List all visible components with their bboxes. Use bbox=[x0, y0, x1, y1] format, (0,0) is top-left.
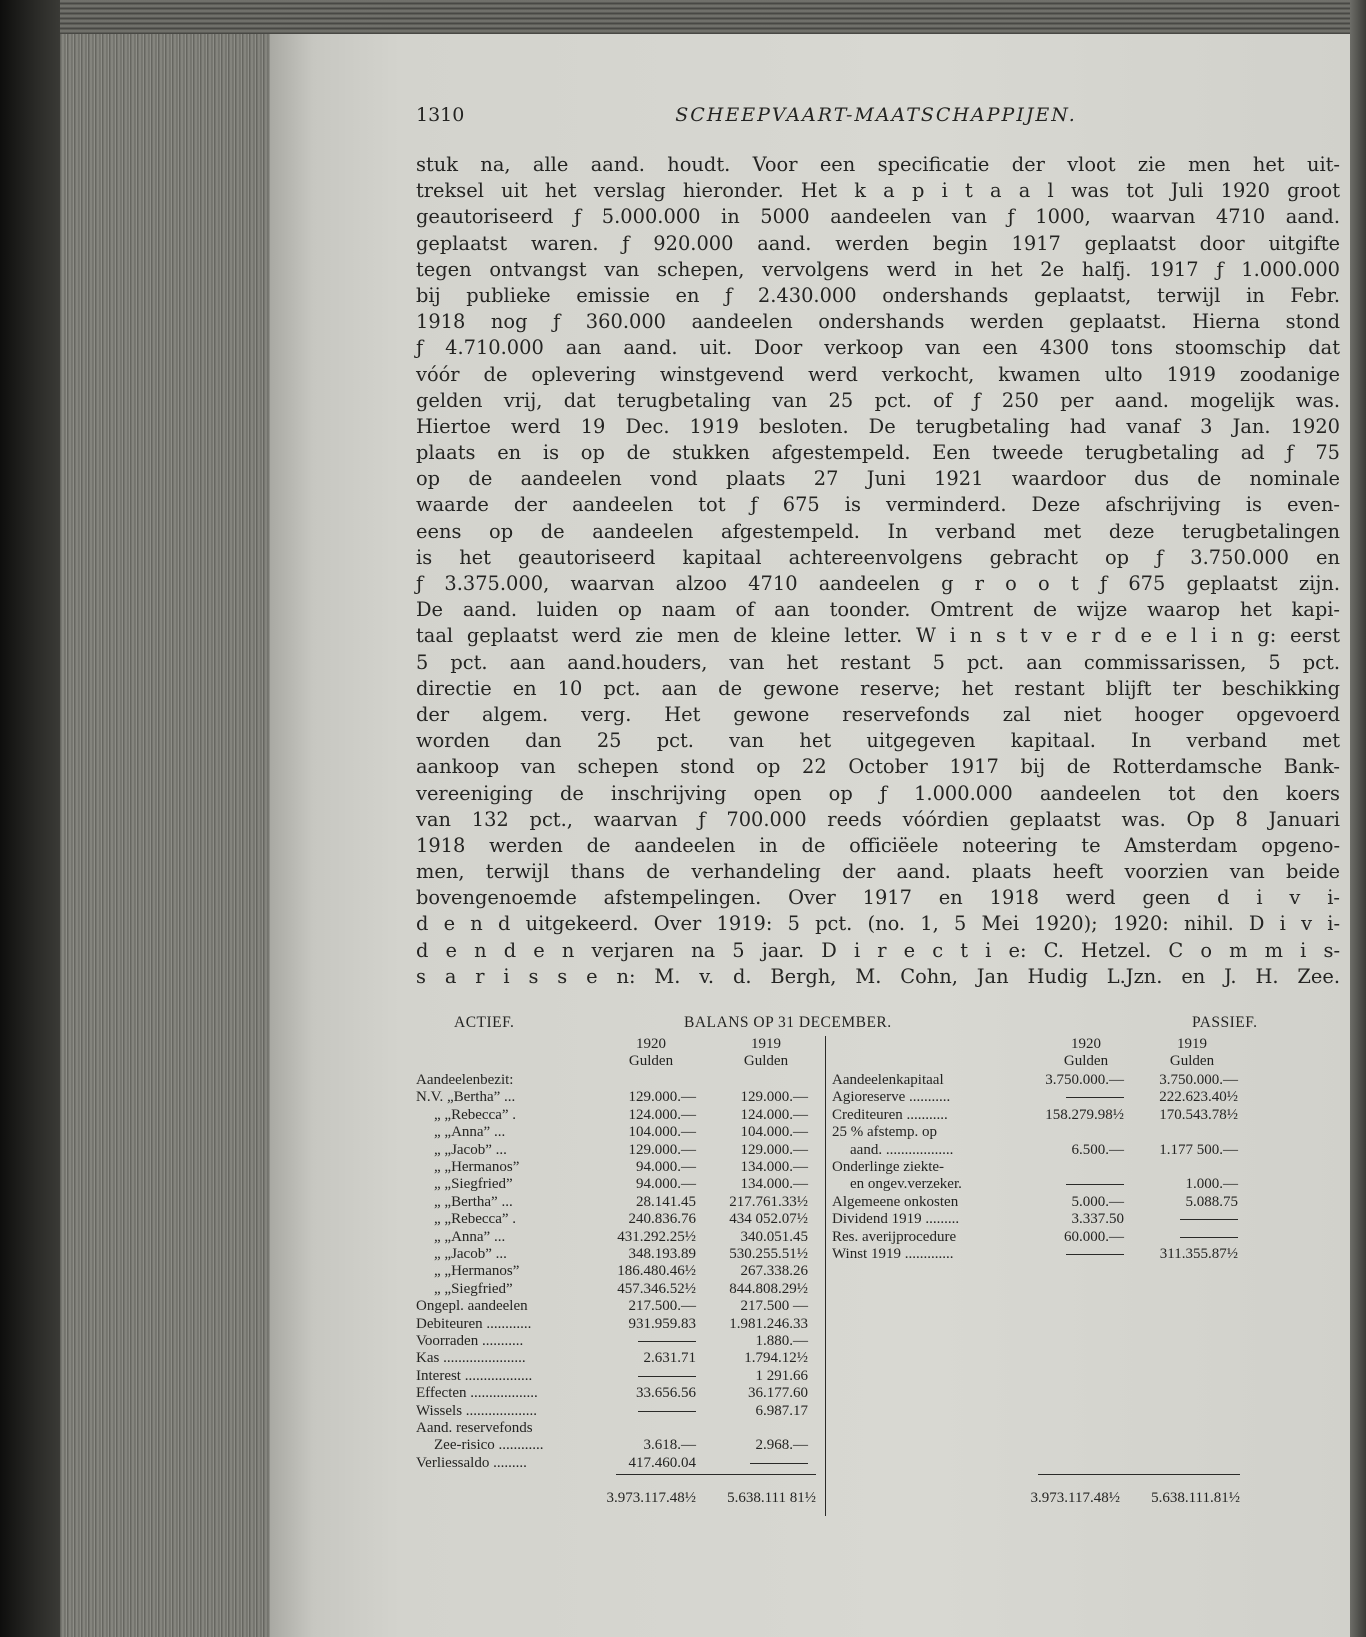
body-line: ƒ 3.375.000, waarvan alzoo 4710 aandeelen g r o o t ƒ 675 geplaatst zijn. bbox=[416, 572, 1340, 595]
balance-value-1920: 94.000.— bbox=[636, 1159, 696, 1175]
balance-item-label: „ „Siegfried” bbox=[434, 1176, 513, 1193]
body-line: tegen ontvangst van schepen, vervolgens werd in het 2e halfj. 1917 ƒ 1.000.000 bbox=[416, 257, 1340, 281]
balance-value-1920: 217.500.— bbox=[628, 1298, 696, 1315]
balance-item-label: aand. .................. bbox=[850, 1141, 954, 1158]
unit-label: Gulden bbox=[1063, 1053, 1109, 1069]
balance-value-1920: 129.000.— bbox=[628, 1141, 696, 1158]
balance-value-1919: 217.761.33½ bbox=[729, 1193, 808, 1210]
balance-item-label: Aand. reservefonds bbox=[416, 1420, 533, 1436]
balance-value-1920 bbox=[1014, 1176, 1124, 1193]
unit-label: Gulden bbox=[628, 1053, 674, 1069]
balance-item-label: Ongepl. aandeelen bbox=[416, 1298, 528, 1315]
balance-item-label: „ „Anna” ... bbox=[434, 1124, 506, 1141]
balance-value-1920: 33.656.56 bbox=[636, 1385, 696, 1402]
balance-item-label: „ „Anna” ... bbox=[434, 1228, 506, 1245]
balance-value-1919: 1 291.66 bbox=[755, 1367, 808, 1384]
total-actief-1919: 5.638.111 81½ bbox=[727, 1490, 816, 1506]
balance-value-1919: 3.750.000.— bbox=[1159, 1072, 1238, 1088]
body-line: bij publieke emissie en ƒ 2.430.000 ondershands geplaatst, terwijl in Febr. bbox=[416, 283, 1340, 307]
balance-value-1920: 2.631.71 bbox=[643, 1350, 696, 1367]
empty-value-dash bbox=[1180, 1237, 1238, 1238]
balance-value-1919: 1.794.12½ bbox=[744, 1350, 808, 1367]
balance-value-1920: 431.292.25½ bbox=[617, 1228, 696, 1245]
balance-value-1920: 104.000.— bbox=[628, 1124, 696, 1141]
passief-heading: PASSIEF. bbox=[1192, 1014, 1258, 1031]
empty-value-dash bbox=[1066, 1184, 1124, 1185]
balance-value-1920 bbox=[1014, 1246, 1124, 1263]
balance-item-label: N.V. „Bertha” ... bbox=[416, 1089, 516, 1106]
balance-value-1920 bbox=[586, 1403, 696, 1420]
balance-value-1919: 222.623.40½ bbox=[1159, 1089, 1238, 1106]
balance-value-1920: 6.500.— bbox=[1071, 1141, 1124, 1158]
body-line: vóór de oplevering winstgevend werd verkocht, kwamen ulto 1919 zoodanige bbox=[416, 362, 1340, 386]
balance-value-1919: 1.000.— bbox=[1185, 1176, 1238, 1193]
unit-label: Gulden bbox=[1169, 1053, 1215, 1069]
balance-item-label: „ „Hermanos” bbox=[434, 1263, 520, 1280]
empty-value-dash bbox=[638, 1411, 696, 1412]
empty-value-dash bbox=[638, 1376, 696, 1377]
balance-value-1920: 158.279.98½ bbox=[1045, 1106, 1124, 1123]
balance-value-1920: 60.000.— bbox=[1064, 1228, 1124, 1245]
body-line: ƒ 4.710.000 aan aand. uit. Door verkoop van een 4300 tons stoomschip dat bbox=[416, 336, 1340, 360]
balance-value-1919: 267.338.26 bbox=[740, 1263, 808, 1280]
balance-value-1919: 1.880.— bbox=[755, 1333, 808, 1349]
body-line: d e n d e n verjaren na 5 jaar. D i r e c t i e: C. Hetzel. C o m m i s- bbox=[416, 938, 1340, 962]
body-line: vereeniging de inschrijving open op ƒ 1.000.000 aandeelen tot den koers bbox=[416, 781, 1340, 805]
balance-value-1919: 6.987.17 bbox=[755, 1402, 808, 1419]
balance-value-1920: 3.337.50 bbox=[1071, 1211, 1124, 1228]
balance-item-label: „ „Rebecca” . bbox=[434, 1106, 517, 1123]
balance-item-label: Interest .................. bbox=[416, 1367, 533, 1384]
page-number: 1310 bbox=[416, 104, 465, 126]
empty-value-dash bbox=[638, 1341, 696, 1342]
balance-item-label: Zee-risico ............ bbox=[434, 1437, 544, 1454]
book-page bbox=[270, 34, 1350, 1637]
body-text bbox=[416, 152, 1340, 990]
body-line: De aand. luiden op naam of aan toonder. Omtrent de wijze waarop het kapi- bbox=[416, 598, 1340, 622]
balance-item-label: Winst 1919 ............. bbox=[832, 1246, 954, 1262]
balance-value-1919: 134.000.— bbox=[740, 1159, 808, 1175]
body-line: Hiertoe werd 19 Dec. 1919 besloten. De terugbetaling had vanaf 3 Jan. 1920 bbox=[416, 414, 1340, 438]
body-line: op de aandeelen vond plaats 27 Juni 1921 waardoor dus de nominale bbox=[416, 467, 1340, 491]
body-line: men, terwijl thans de verhandeling der aand. plaats heeft voorzien van beide bbox=[416, 860, 1340, 884]
balance-value-1919: 1.177 500.— bbox=[1159, 1141, 1238, 1158]
balance-value-1919: 129.000.— bbox=[740, 1141, 808, 1158]
body-line: gelden vrij, dat terugbetaling van 25 pct. of ƒ 250 per aand. mogelijk was. bbox=[416, 388, 1340, 412]
balance-value-1919: 36.177.60 bbox=[748, 1385, 808, 1402]
body-line: 1918 werden de aandeelen in de officiëele noteering te Amsterdam opgeno- bbox=[416, 833, 1340, 857]
balance-value-1920 bbox=[586, 1333, 696, 1350]
unit-label: Gulden bbox=[743, 1053, 789, 1069]
balance-value-1919: 844.808.29½ bbox=[729, 1280, 808, 1297]
balance-item-label: Kas ...................... bbox=[416, 1350, 526, 1367]
balance-value-1919: 217.500 — bbox=[740, 1298, 808, 1315]
balance-item-label: Aandeelenkapitaal bbox=[832, 1072, 944, 1088]
balance-item-label: „ „Bertha” ... bbox=[434, 1193, 513, 1210]
balance-value-1919: 311.355.87½ bbox=[1159, 1246, 1238, 1262]
body-line: der algem. verg. Het gewone reservefonds zal niet hooger opgevoerd bbox=[416, 702, 1340, 726]
balance-item-label: „ „Hermanos” bbox=[434, 1159, 520, 1175]
body-line: stuk na, alle aand. houdt. Voor een specificatie der vloot zie men het uit- bbox=[416, 153, 1340, 176]
body-line: plaats en is op de stukken afgestempeld. Een tweede terugbetaling ad ƒ 75 bbox=[416, 441, 1340, 465]
actief-col-1919-header bbox=[726, 1036, 806, 1070]
year-label: 1919 bbox=[1177, 1036, 1207, 1052]
balance-value-1920: 931.959.83 bbox=[628, 1315, 696, 1332]
passief-col-1919-header bbox=[1152, 1036, 1232, 1070]
balance-value-1920: 129.000.— bbox=[628, 1089, 696, 1106]
year-label: 1920 bbox=[1071, 1036, 1101, 1052]
page-title: SCHEEPVAART-MAATSCHAPPIJEN. bbox=[675, 104, 1077, 126]
balance-item-label: Algemeene onkosten bbox=[832, 1193, 959, 1210]
balance-item-label: „ „Siegfried” bbox=[434, 1280, 513, 1297]
book-top-edge bbox=[60, 0, 1366, 34]
balance-value-1919: 124.000.— bbox=[740, 1106, 808, 1123]
body-line: aankoop van schepen stond op 22 October 1917 bij de Rotterdamsche Bank- bbox=[416, 755, 1340, 779]
actief-sum-line bbox=[616, 1474, 816, 1475]
balance-item-label: „ „Rebecca” . bbox=[434, 1211, 517, 1228]
passief-col-1920-header bbox=[1046, 1036, 1126, 1070]
balance-value-1919: 5.088.75 bbox=[1185, 1193, 1238, 1210]
body-line: geautoriseerd ƒ 5.000.000 in 5000 aandeelen van ƒ 1000, waarvan 4710 aand. bbox=[416, 205, 1340, 229]
balance-item-label: „ „Jacob” ... bbox=[434, 1246, 507, 1262]
balance-value-1920: 3.618.— bbox=[643, 1437, 696, 1454]
body-line: d e n d uitgekeerd. Over 1919: 5 pct. (no. 1, 5 Mei 1920); 1920: nihil. D i v i- bbox=[416, 912, 1340, 936]
book-spine bbox=[0, 0, 60, 1637]
balance-value-1920: 94.000.— bbox=[636, 1176, 696, 1193]
balance-value-1919: 340.051.45 bbox=[740, 1228, 808, 1245]
balance-item-label: Agioreserve ........... bbox=[832, 1089, 951, 1106]
body-line: s a r i s s e n: M. v. d. Bergh, M. Cohn, Jan Hudig L.Jzn. en J. H. Zee. bbox=[416, 964, 1340, 988]
empty-value-dash bbox=[1180, 1219, 1238, 1220]
balance-value-1920: 124.000.— bbox=[628, 1106, 696, 1123]
balance-value-1919: 530.255.51½ bbox=[729, 1246, 808, 1262]
balance-value-1919: 104.000.— bbox=[740, 1124, 808, 1141]
balance-item-label: Effecten .................. bbox=[416, 1385, 538, 1402]
body-line: treksel uit het verslag hieronder. Het k a p i t a a l was tot Juli 1920 groot bbox=[416, 179, 1340, 203]
balance-value-1920 bbox=[1014, 1089, 1124, 1106]
body-line: is het geautoriseerd kapitaal achtereenvolgens gebracht op ƒ 3.750.000 en bbox=[416, 545, 1340, 569]
balance-value-1920: 417.460.04 bbox=[628, 1454, 696, 1471]
passief-sum-line bbox=[1038, 1474, 1240, 1475]
balance-value-1919: 2.968.— bbox=[755, 1437, 808, 1454]
balance-value-1920: 348.193.89 bbox=[628, 1246, 696, 1262]
balance-value-1919: 170.543.78½ bbox=[1159, 1106, 1238, 1123]
year-label: 1920 bbox=[636, 1036, 666, 1052]
page-edge-shadow bbox=[1350, 0, 1366, 1637]
total-actief-1920: 3.973.117.48½ bbox=[606, 1490, 696, 1506]
balance-item-label: Res. averijprocedure bbox=[832, 1228, 957, 1245]
actief-col-1920-header bbox=[616, 1036, 686, 1070]
balance-value-1920: 5.000.— bbox=[1071, 1193, 1124, 1210]
balance-value-1920: 28.141.45 bbox=[636, 1193, 696, 1210]
body-line: worden dan 25 pct. van het uitgegeven kapitaal. In verband met bbox=[416, 729, 1340, 753]
balance-value-1919 bbox=[698, 1455, 808, 1472]
balance-heading: BALANS OP 31 DECEMBER. bbox=[684, 1014, 892, 1031]
body-line: geplaatst waren. ƒ 920.000 aand. werden begin 1917 geplaatst door uitgifte bbox=[416, 231, 1340, 255]
empty-value-dash bbox=[1066, 1097, 1124, 1098]
balance-item-label: Wissels ................... bbox=[416, 1402, 538, 1419]
balance-item-label: Aandeelenbezit: bbox=[416, 1072, 514, 1088]
running-head bbox=[416, 104, 1336, 134]
body-line: waarde der aandeelen tot ƒ 675 is verminderd. Deze afschrijving is even- bbox=[416, 493, 1340, 517]
balance-value-1920: 457.346.52½ bbox=[617, 1280, 696, 1297]
body-line: taal geplaatst werd zie men de kleine letter. W i n s t v e r d e e l i n g: eerst bbox=[416, 624, 1340, 648]
actief-heading: ACTIEF. bbox=[454, 1014, 515, 1031]
body-line: bovengenoemde afstempelingen. Over 1917 en 1918 werd geen d i v i- bbox=[416, 886, 1340, 910]
balance-value-1919: 134.000.— bbox=[740, 1176, 808, 1193]
empty-value-dash bbox=[750, 1463, 808, 1464]
book-fore-edge bbox=[60, 0, 270, 1637]
balance-item-label: Crediteuren ........... bbox=[832, 1106, 948, 1123]
balance-sheet bbox=[416, 1014, 1340, 1574]
total-passief-1919: 5.638.111.81½ bbox=[1151, 1490, 1240, 1506]
total-passief-1920: 3.973.117.48½ bbox=[1030, 1490, 1120, 1506]
column-divider bbox=[825, 1036, 826, 1516]
balance-item-label: Onderlinge ziekte- bbox=[832, 1159, 945, 1175]
body-line: eens op de aandeelen afgestempeld. In verband met deze terugbetalingen bbox=[416, 519, 1340, 543]
body-line: directie en 10 pct. aan de gewone reserve; het restant blijft ter beschikking bbox=[416, 676, 1340, 700]
balance-value-1920: 3.750.000.— bbox=[1045, 1072, 1124, 1088]
balance-item-label: Debiteuren ............ bbox=[416, 1315, 532, 1332]
balance-item-label: en ongev.verzeker. bbox=[850, 1176, 962, 1193]
balance-item-label: „ „Jacob” ... bbox=[434, 1141, 507, 1158]
balance-item-label: 25 % afstemp. op bbox=[832, 1124, 937, 1141]
balance-value-1920: 240.836.76 bbox=[628, 1211, 696, 1228]
year-label: 1919 bbox=[751, 1036, 781, 1052]
balance-value-1920: 186.480.46½ bbox=[617, 1263, 696, 1280]
balance-value-1919 bbox=[1128, 1211, 1238, 1228]
balance-item-label: Dividend 1919 ......... bbox=[832, 1211, 960, 1228]
balance-value-1920 bbox=[586, 1368, 696, 1385]
balance-value-1919: 1.981.246.33 bbox=[729, 1315, 808, 1332]
body-line: van 132 pct., waarvan ƒ 700.000 reeds vóórdien geplaatst was. Op 8 Januari bbox=[416, 807, 1340, 831]
balance-item-label: Voorraden ........... bbox=[416, 1333, 524, 1349]
empty-value-dash bbox=[1066, 1254, 1124, 1255]
balance-value-1919: 434 052.07½ bbox=[729, 1211, 808, 1228]
balance-value-1919 bbox=[1128, 1229, 1238, 1246]
body-line: 5 pct. aan aand.houders, van het restant 5 pct. aan commissarissen, 5 pct. bbox=[416, 650, 1340, 674]
body-line: 1918 nog ƒ 360.000 aandeelen ondershands werden geplaatst. Hierna stond bbox=[416, 310, 1340, 334]
balance-item-label: Verliessaldo ......... bbox=[416, 1454, 527, 1471]
balance-value-1919: 129.000.— bbox=[740, 1089, 808, 1106]
